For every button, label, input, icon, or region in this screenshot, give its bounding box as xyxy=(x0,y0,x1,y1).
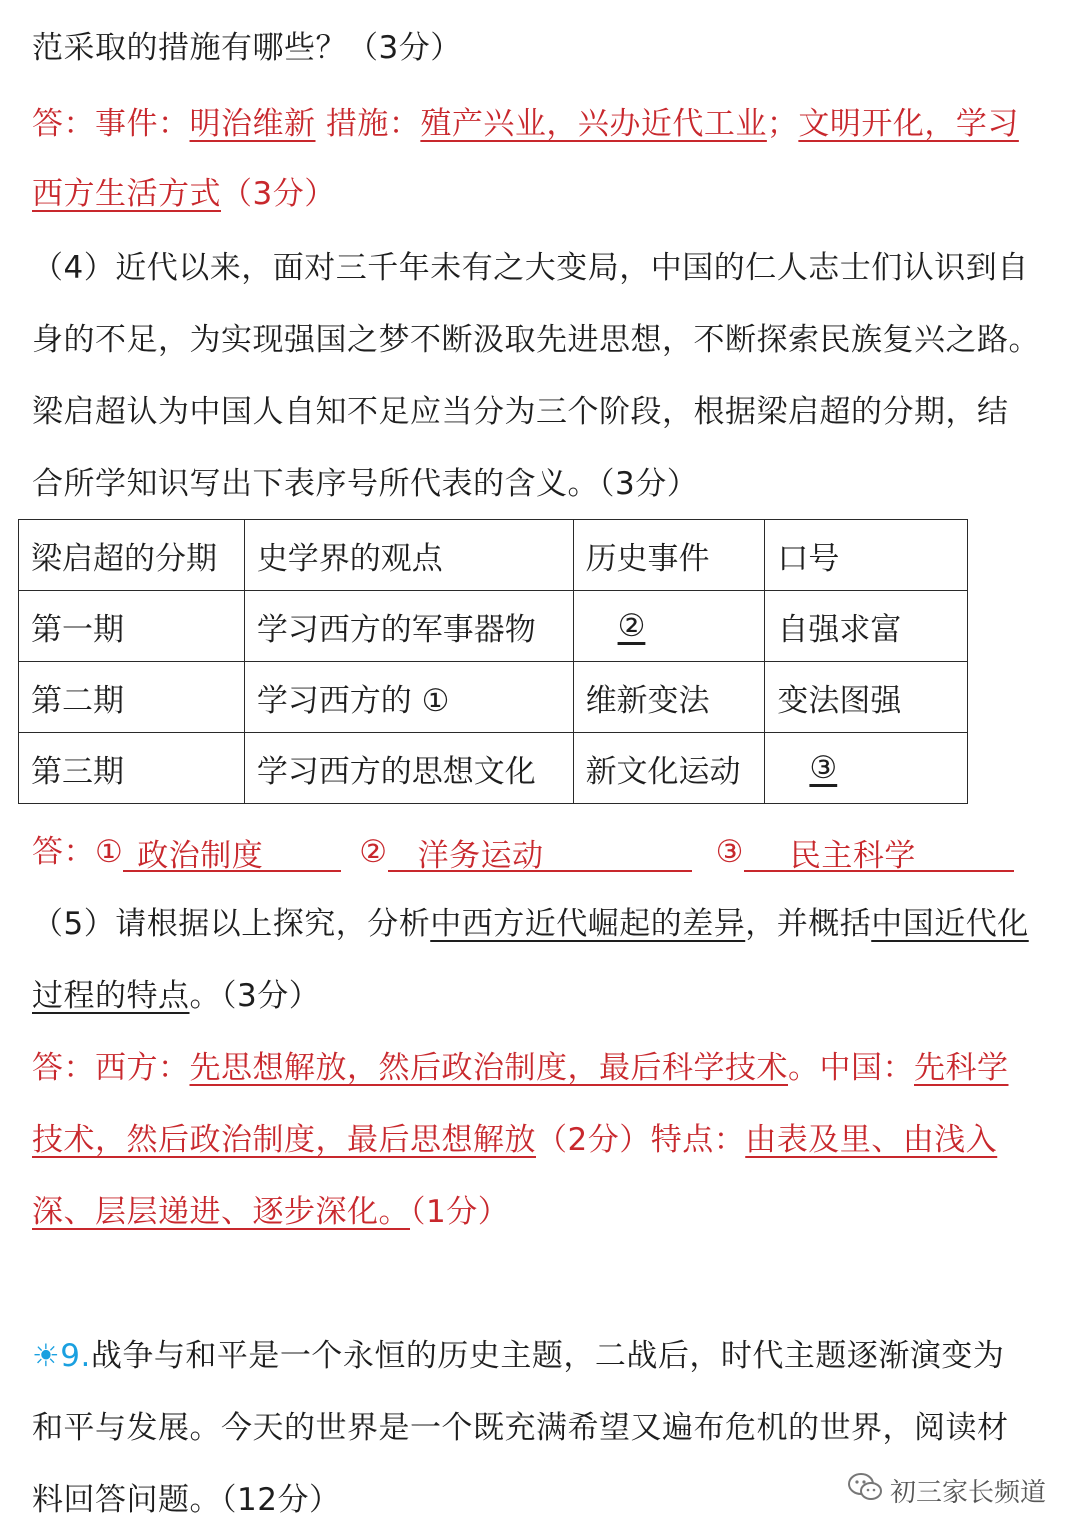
answer-measure-1: 殖产兴业，兴办近代工业 xyxy=(420,106,767,142)
question-number: 9 xyxy=(60,1338,81,1374)
table-cell: 变法图强 xyxy=(765,662,968,733)
answer-event: 明治维新 xyxy=(189,106,316,142)
answer-value-1: 政治制度 xyxy=(137,838,264,874)
answer-num-2: ② xyxy=(359,834,388,870)
wechat-watermark xyxy=(848,1472,1046,1509)
liang-qichao-table xyxy=(18,519,968,804)
question-dot: . xyxy=(80,1338,91,1374)
question-4-line2: 身的不足，为实现强国之梦不断汲取先进思想，不断探索民族复兴之路。 xyxy=(32,322,1040,358)
answer-5-line3 xyxy=(32,1192,1050,1232)
table-cell: 维新变法 xyxy=(573,662,765,733)
question-5-line2 xyxy=(32,976,1050,1016)
answer-prefix: 答：事件： xyxy=(32,106,190,142)
answer-china-b: 技术，然后政治制度，最后思想解放 xyxy=(32,1122,536,1158)
blank-marker-3: ③ xyxy=(809,750,838,786)
answer-measure-2a: 文明开化，学习 xyxy=(798,106,1019,142)
question-5-key-3: 过程的特点 xyxy=(32,978,190,1014)
answer-4 xyxy=(32,832,1050,872)
question-5-line1 xyxy=(32,904,1050,944)
answer-value-3: 民主科学 xyxy=(789,838,916,874)
answer-value-2: 洋务运动 xyxy=(417,838,544,874)
answer-score: （2分）特点： xyxy=(536,1122,746,1158)
answer-num-1: ① xyxy=(95,834,124,870)
answer-3-line1 xyxy=(32,104,1050,144)
answer-3-line2 xyxy=(32,174,1050,214)
question-4-line1: （4）近代以来，面对三千年未有之大变局，中国的仁人志士们认识到自 xyxy=(32,250,1029,286)
blank-marker-2: ② xyxy=(617,608,646,644)
table-cell: 学习西方的思想文化 xyxy=(244,733,573,804)
table-cell: 学习西方的军事器物 xyxy=(244,591,573,662)
table-cell: 第一期 xyxy=(19,591,245,662)
table-row xyxy=(19,733,968,804)
answer-score: （3分） xyxy=(221,176,336,212)
question-5-key-2: 中国近代化 xyxy=(871,906,1029,942)
table-header-row xyxy=(19,520,968,591)
table-cell: 第三期 xyxy=(19,733,245,804)
table-cell: 第二期 xyxy=(19,662,245,733)
wechat-icon xyxy=(848,1472,882,1509)
wechat-account-name: 初三家长频道 xyxy=(889,1478,1046,1508)
question-5-text: （5）请根据以上探究，分析 xyxy=(32,906,431,942)
answer-sep: 措施： xyxy=(315,106,421,142)
question-9-text: 战争与和平是一个永恒的历史主题，二战后，时代主题逐渐演变为 xyxy=(90,1338,1005,1374)
answer-prefix: 答： xyxy=(32,834,95,870)
table-header: 梁启超的分期 xyxy=(19,520,245,591)
answer-num-3: ③ xyxy=(715,834,744,870)
table-cell: 新文化运动 xyxy=(573,733,765,804)
question-9-line2: 和平与发展。今天的世界是一个既充满希望又遍布危机的世界，阅读材 xyxy=(32,1410,1009,1446)
question-9-line1 xyxy=(32,1336,1050,1376)
table-header: 历史事件 xyxy=(573,520,765,591)
table-row xyxy=(19,591,968,662)
answer-china-a: 先科学 xyxy=(914,1050,1009,1086)
answer-measure-2b: 西方生活方式 xyxy=(32,176,221,212)
question-9-line3: 料回答问题。（12分） xyxy=(32,1482,341,1518)
sun-icon: ☀ xyxy=(32,1338,61,1374)
answer-sep: ； xyxy=(766,106,799,142)
answer-score: （1分） xyxy=(410,1194,510,1230)
answer-feature-b: 深、层层递进、逐步深化。 xyxy=(32,1194,410,1230)
table-row xyxy=(19,662,968,733)
answer-5-line1 xyxy=(32,1048,1050,1088)
table-header: 口号 xyxy=(765,520,968,591)
table-header: 史学界的观点 xyxy=(244,520,573,591)
answer-west: 先思想解放，然后政治制度，最后科学技术 xyxy=(189,1050,788,1086)
question-5-score: 。（3分） xyxy=(189,978,321,1014)
answer-prefix: 答：西方： xyxy=(32,1050,190,1086)
answer-sep: 。中国： xyxy=(788,1050,914,1086)
table-cell: 自强求富 xyxy=(765,591,968,662)
question-5-text: ，并概括 xyxy=(745,906,872,942)
question-5-key-1: 中西方近代崛起的差异 xyxy=(430,906,746,942)
table-cell xyxy=(765,733,968,804)
table-cell: 学习西方的 ① xyxy=(244,662,573,733)
question-3-tail: 范采取的措施有哪些？（3分） xyxy=(32,30,462,66)
table-cell xyxy=(573,591,765,662)
answer-5-line2 xyxy=(32,1120,1050,1160)
question-4-line3: 梁启超认为中国人自知不足应当分为三个阶段，根据梁启超的分期，结 xyxy=(32,394,1009,430)
question-4-line4: 合所学知识写出下表序号所代表的含义。（3分） xyxy=(32,466,699,502)
answer-feature-a: 由表及里、由浅入 xyxy=(745,1122,998,1158)
